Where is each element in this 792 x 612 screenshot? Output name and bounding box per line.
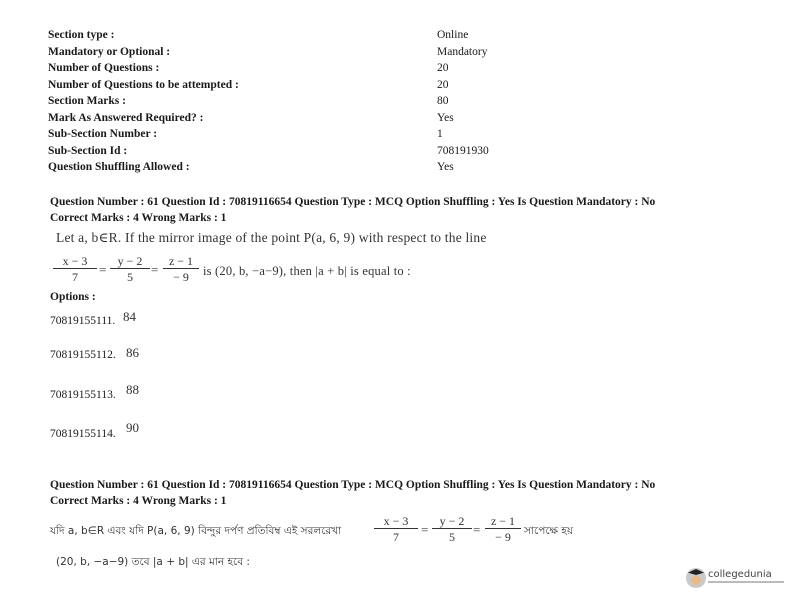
- question-stem-line1: যদি a, b∈R এবং যদি P(a, 6, 9) বিন্দুর দর্পণ প্রতিবিম্ব এই সরলরেখা: [50, 525, 342, 537]
- meta-row-sub-section-id: [48, 145, 568, 161]
- meta-label: Number of Questions :: [48, 62, 160, 74]
- question-stem-line1: Let a, b∈R. If the mirror image of the point P(a, 6, 9) with respect to the line: [56, 230, 487, 245]
- fraction-denominator: − 9: [495, 530, 511, 544]
- meta-value: 1: [437, 128, 443, 140]
- meta-value: 20: [437, 78, 449, 91]
- meta-value: Mandatory: [437, 45, 488, 58]
- meta-label: Mandatory or Optional :: [48, 45, 171, 58]
- question-header: Question Number : 61 Question Id : 70819116654 Question Type : MCQ Option Shuffling : Yes Is Question Mandatory : No: [50, 479, 656, 491]
- fraction-numerator: x − 3: [53, 254, 97, 269]
- fraction-y: [432, 514, 472, 545]
- option-id: 70819155114.: [50, 428, 116, 440]
- fraction-numerator: y − 2: [110, 254, 150, 269]
- fraction-denominator: 5: [449, 530, 455, 544]
- collegedunia-logo: [686, 568, 786, 590]
- option-value: 88: [126, 382, 139, 397]
- option-value: 84: [123, 309, 136, 324]
- fraction-denominator: 7: [72, 270, 78, 284]
- option-id: 70819155113.: [50, 389, 116, 401]
- option-id: 70819155111.: [50, 315, 116, 327]
- meta-value: 80: [437, 95, 449, 107]
- meta-label: Sub-Section Id :: [48, 144, 128, 157]
- meta-row-section-type: [48, 29, 568, 45]
- meta-value: Online: [437, 29, 469, 41]
- fraction-y: [110, 254, 150, 285]
- meta-row-question-shuffling: [48, 161, 568, 177]
- option-value: 86: [126, 345, 139, 360]
- meta-label: Number of Questions to be attempted :: [48, 78, 239, 91]
- meta-label: Mark As Answered Required? :: [48, 111, 204, 124]
- fraction-numerator: z − 1: [163, 254, 199, 269]
- equals-sign: =: [151, 262, 159, 277]
- option-value: 90: [126, 420, 139, 435]
- mascot-icon: [686, 568, 706, 588]
- fraction-numerator: x − 3: [374, 514, 418, 529]
- question-stem-line2: is (20, b, −a−9), then |a + b| is equal to :: [203, 264, 411, 278]
- fraction-denominator: − 9: [173, 270, 189, 284]
- options-label: Options :: [50, 291, 96, 303]
- graduation-cap-icon: [688, 569, 704, 575]
- question-header: Question Number : 61 Question Id : 70819116654 Question Type : MCQ Option Shuffling : Yes Is Question Mandatory : No: [50, 196, 656, 208]
- meta-label: Sub-Section Number :: [48, 128, 158, 140]
- fraction-z: [485, 514, 521, 545]
- option-id: 70819155112.: [50, 349, 116, 361]
- meta-row-section-marks: [48, 95, 568, 111]
- face-icon: [691, 576, 701, 585]
- question-stem-line2: (20, b, −a−9) তবে |a + b| এর মান হবে :: [56, 556, 250, 568]
- question-stem-line1-tail: সাপেক্ষে হয়: [524, 525, 574, 537]
- fraction-numerator: y − 2: [432, 514, 472, 529]
- meta-row-questions-to-attempt: [48, 79, 568, 95]
- meta-row-mandatory: [48, 46, 568, 62]
- fraction-numerator: z − 1: [485, 514, 521, 529]
- meta-row-mark-as-answered: [48, 112, 568, 128]
- meta-value: 708191930: [437, 144, 489, 157]
- fraction-x: [53, 254, 97, 285]
- meta-row-sub-section-number: [48, 128, 568, 144]
- fraction-denominator: 5: [127, 270, 133, 284]
- marks-header: Correct Marks : 4 Wrong Marks : 1: [50, 212, 227, 224]
- fraction-x: [374, 514, 418, 545]
- logo-tagline: [708, 581, 784, 583]
- marks-header: Correct Marks : 4 Wrong Marks : 1: [50, 495, 227, 507]
- fraction-denominator: 7: [393, 530, 399, 544]
- fraction-z: [163, 254, 199, 285]
- meta-value: Yes: [437, 111, 454, 124]
- equals-sign: =: [99, 262, 107, 277]
- meta-value: Yes: [437, 161, 454, 173]
- meta-label: Section type :: [48, 29, 115, 41]
- meta-label: Section Marks :: [48, 95, 126, 107]
- meta-value: 20: [437, 62, 449, 74]
- equals-sign: =: [473, 522, 481, 537]
- logo-brand: collegedunia: [708, 569, 772, 580]
- equals-sign: =: [421, 522, 429, 537]
- meta-label: Question Shuffling Allowed :: [48, 161, 190, 173]
- meta-row-number-of-questions: [48, 62, 568, 78]
